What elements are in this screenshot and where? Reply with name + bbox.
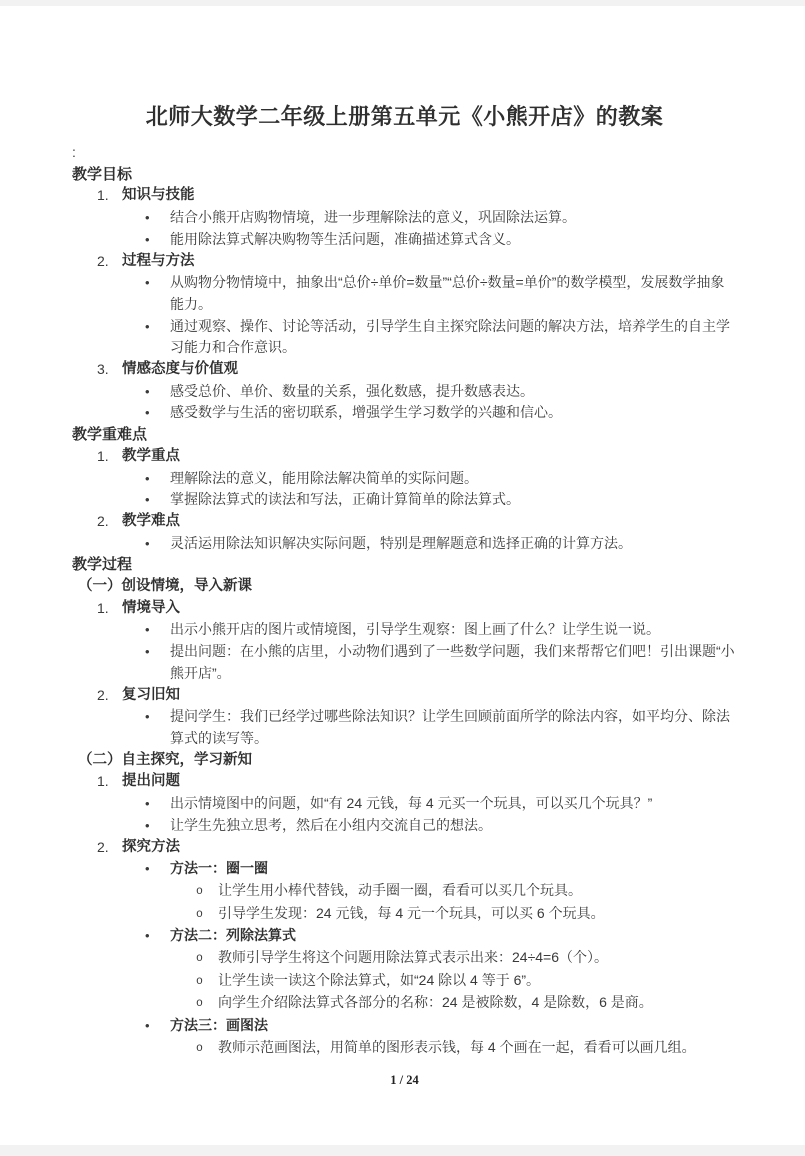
bullet-item bbox=[145, 815, 737, 837]
bullet-item bbox=[145, 641, 737, 684]
list-item-label: 过程与方法 bbox=[122, 252, 195, 269]
method-step-text: 教师示范画图法，用简单的图形表示钱，每 4 个画在一起，看看可以画几组。 bbox=[218, 1038, 696, 1055]
list-item-number: 2. bbox=[97, 686, 109, 703]
list-item bbox=[72, 837, 737, 859]
meta-colon-line: : bbox=[72, 144, 76, 160]
circle-marker-icon: o bbox=[196, 884, 203, 898]
circle-marker-icon: o bbox=[196, 974, 203, 988]
bullet-item bbox=[145, 706, 737, 749]
method-step bbox=[196, 903, 737, 926]
bullet-marker-icon: • bbox=[145, 210, 150, 226]
bullet-marker-icon: • bbox=[145, 861, 150, 877]
bullet-item bbox=[145, 381, 737, 403]
bullet-item bbox=[145, 207, 737, 229]
list-item bbox=[72, 446, 737, 468]
method-step bbox=[196, 880, 737, 903]
bullet-marker-icon: • bbox=[145, 383, 150, 399]
bullet-item bbox=[145, 316, 737, 359]
bullet-text: 理解除法的意义，能用除法解决简单的实际问题。 bbox=[170, 469, 478, 486]
list-item-label: 复习旧知 bbox=[122, 686, 180, 703]
bullet-text: 提问学生：我们已经学过哪些除法知识？让学生回顾前面所学的除法内容，如平均分、除法算式的读写等。 bbox=[170, 708, 730, 746]
list-item bbox=[72, 359, 737, 381]
section-heading-objectives: 教学目标 bbox=[72, 165, 133, 183]
method-name: 方法一：圈一圈 bbox=[170, 860, 268, 877]
list-item-number: 2. bbox=[97, 512, 109, 529]
bullet-text: 提出问题：在小熊的店里，小动物们遇到了一些数学问题，我们来帮帮它们吧！引出课题“小熊开店”。 bbox=[170, 643, 735, 681]
list-item-label: 教学重点 bbox=[122, 447, 180, 464]
section-heading-process: 教学过程 bbox=[72, 556, 133, 574]
bullet-item bbox=[145, 619, 737, 641]
bullet-text: 结合小熊开店购物情境，进一步理解除法的意义，巩固除法运算。 bbox=[170, 209, 576, 226]
method-step-text: 让学生用小棒代替钱，动手圈一圈，看看可以买几个玩具。 bbox=[218, 881, 582, 898]
list-item-label: 提出问题 bbox=[122, 773, 180, 790]
method-item bbox=[145, 1015, 737, 1037]
bullet-marker-icon: • bbox=[145, 1018, 150, 1034]
bullet-marker-icon: • bbox=[145, 492, 150, 508]
list-item bbox=[72, 251, 737, 273]
method-step-text: 引导学生发现：24 元钱，每 4 元一个玩具，可以买 6 个玩具。 bbox=[218, 904, 605, 921]
bullet-item bbox=[145, 489, 737, 511]
list-item-label: 教学难点 bbox=[122, 512, 180, 529]
subsection-heading-2: （二）自主探究，学习新知 bbox=[78, 751, 252, 768]
method-step bbox=[196, 947, 737, 970]
bullet-item bbox=[145, 533, 737, 555]
list-item bbox=[72, 511, 737, 533]
list-item-number: 1. bbox=[97, 599, 109, 616]
bullet-text: 能用除法算式解决购物等生活问题，准确描述算式含义。 bbox=[170, 230, 520, 247]
list-item-label: 知识与技能 bbox=[122, 187, 195, 204]
document-page bbox=[0, 6, 805, 1145]
method-step bbox=[196, 970, 737, 993]
list-item-number: 2. bbox=[97, 838, 109, 855]
bullet-text: 出示小熊开店的图片或情境图，引导学生观察：图上画了什么？让学生说一说。 bbox=[170, 621, 660, 638]
bullet-text: 掌握除法算式的读法和写法，正确计算简单的除法算式。 bbox=[170, 491, 520, 508]
bullet-text: 从购物分物情境中，抽象出“总价÷单价=数量”“总价÷数量=单价”的数学模型，发展数学抽象能力。 bbox=[170, 274, 725, 312]
bullet-marker-icon: • bbox=[145, 796, 150, 812]
section-heading-key-points: 教学重难点 bbox=[72, 426, 148, 444]
bullet-item bbox=[145, 229, 737, 251]
subsection-heading-1: （一）创设情境，导入新课 bbox=[78, 578, 252, 595]
list-item-number: 1. bbox=[97, 447, 109, 464]
method-step bbox=[196, 1037, 737, 1060]
list-item bbox=[72, 771, 737, 793]
bullet-text: 通过观察、操作、讨论等活动，引导学生自主探究除法问题的解决方法，培养学生的自主学习能力和合作意识。 bbox=[170, 317, 730, 356]
circle-marker-icon: o bbox=[196, 997, 203, 1011]
bullet-marker-icon: • bbox=[145, 470, 150, 486]
bullet-text: 出示情境图中的问题，如“有 24 元钱，每 4 元买一个玩具，可以买几个玩具？” bbox=[170, 795, 653, 812]
bullet-marker-icon: • bbox=[145, 622, 150, 638]
bullet-item bbox=[145, 272, 737, 315]
bullet-text: 灵活运用除法知识解决实际问题，特别是理解题意和选择正确的计算方法。 bbox=[170, 534, 632, 551]
bullet-marker-icon: • bbox=[145, 318, 150, 334]
method-name: 方法二：列除法算式 bbox=[170, 927, 296, 944]
method-step bbox=[196, 992, 737, 1015]
list-item-label: 情感态度与价值观 bbox=[122, 361, 238, 378]
list-item-number: 1. bbox=[97, 773, 109, 790]
page-number-footer: 1 / 24 bbox=[390, 1072, 419, 1087]
method-step-text: 向学生介绍除法算式各部分的名称：24 是被除数，4 是除数，6 是商。 bbox=[218, 994, 653, 1011]
bullet-marker-icon: • bbox=[145, 817, 150, 833]
bullet-item bbox=[145, 793, 737, 815]
circle-marker-icon: o bbox=[196, 952, 203, 966]
document-title: 北师大数学二年级上册第五单元《小熊开店》的教案 bbox=[145, 104, 664, 129]
list-item-number: 3. bbox=[97, 361, 109, 378]
bullet-marker-icon: • bbox=[145, 709, 150, 725]
bullet-marker-icon: • bbox=[145, 231, 150, 247]
method-step-text: 教师引导学生将这个问题用除法算式表示出来：24÷4=6（个）。 bbox=[218, 949, 609, 966]
circle-marker-icon: o bbox=[196, 1041, 203, 1055]
method-step-text: 让学生读一读这个除法算式，如“24 除以 4 等于 6”。 bbox=[218, 971, 541, 988]
list-item-number: 2. bbox=[97, 252, 109, 269]
bullet-marker-icon: • bbox=[145, 405, 150, 421]
bullet-text: 让学生先独立思考，然后在小组内交流自己的想法。 bbox=[170, 816, 492, 833]
document-body bbox=[72, 164, 737, 1060]
list-item bbox=[72, 685, 737, 707]
bullet-item bbox=[145, 402, 737, 424]
bullet-text: 感受数学与生活的密切联系，增强学生学习数学的兴趣和信心。 bbox=[170, 404, 562, 421]
bullet-text: 感受总价、单价、数量的关系，强化数感，提升数感表达。 bbox=[170, 382, 534, 399]
list-item bbox=[72, 185, 737, 207]
list-item-label: 情境导入 bbox=[122, 599, 180, 616]
list-item bbox=[72, 598, 737, 620]
method-item bbox=[145, 858, 737, 880]
bullet-marker-icon: • bbox=[145, 928, 150, 944]
bullet-item bbox=[145, 468, 737, 490]
circle-marker-icon: o bbox=[196, 907, 203, 921]
list-item-label: 探究方法 bbox=[122, 838, 180, 855]
method-item bbox=[145, 925, 737, 947]
bullet-marker-icon: • bbox=[145, 644, 150, 660]
bullet-marker-icon: • bbox=[145, 275, 150, 291]
method-name: 方法三：画图法 bbox=[170, 1017, 268, 1034]
list-item-number: 1. bbox=[97, 187, 109, 204]
bullet-marker-icon: • bbox=[145, 535, 150, 551]
